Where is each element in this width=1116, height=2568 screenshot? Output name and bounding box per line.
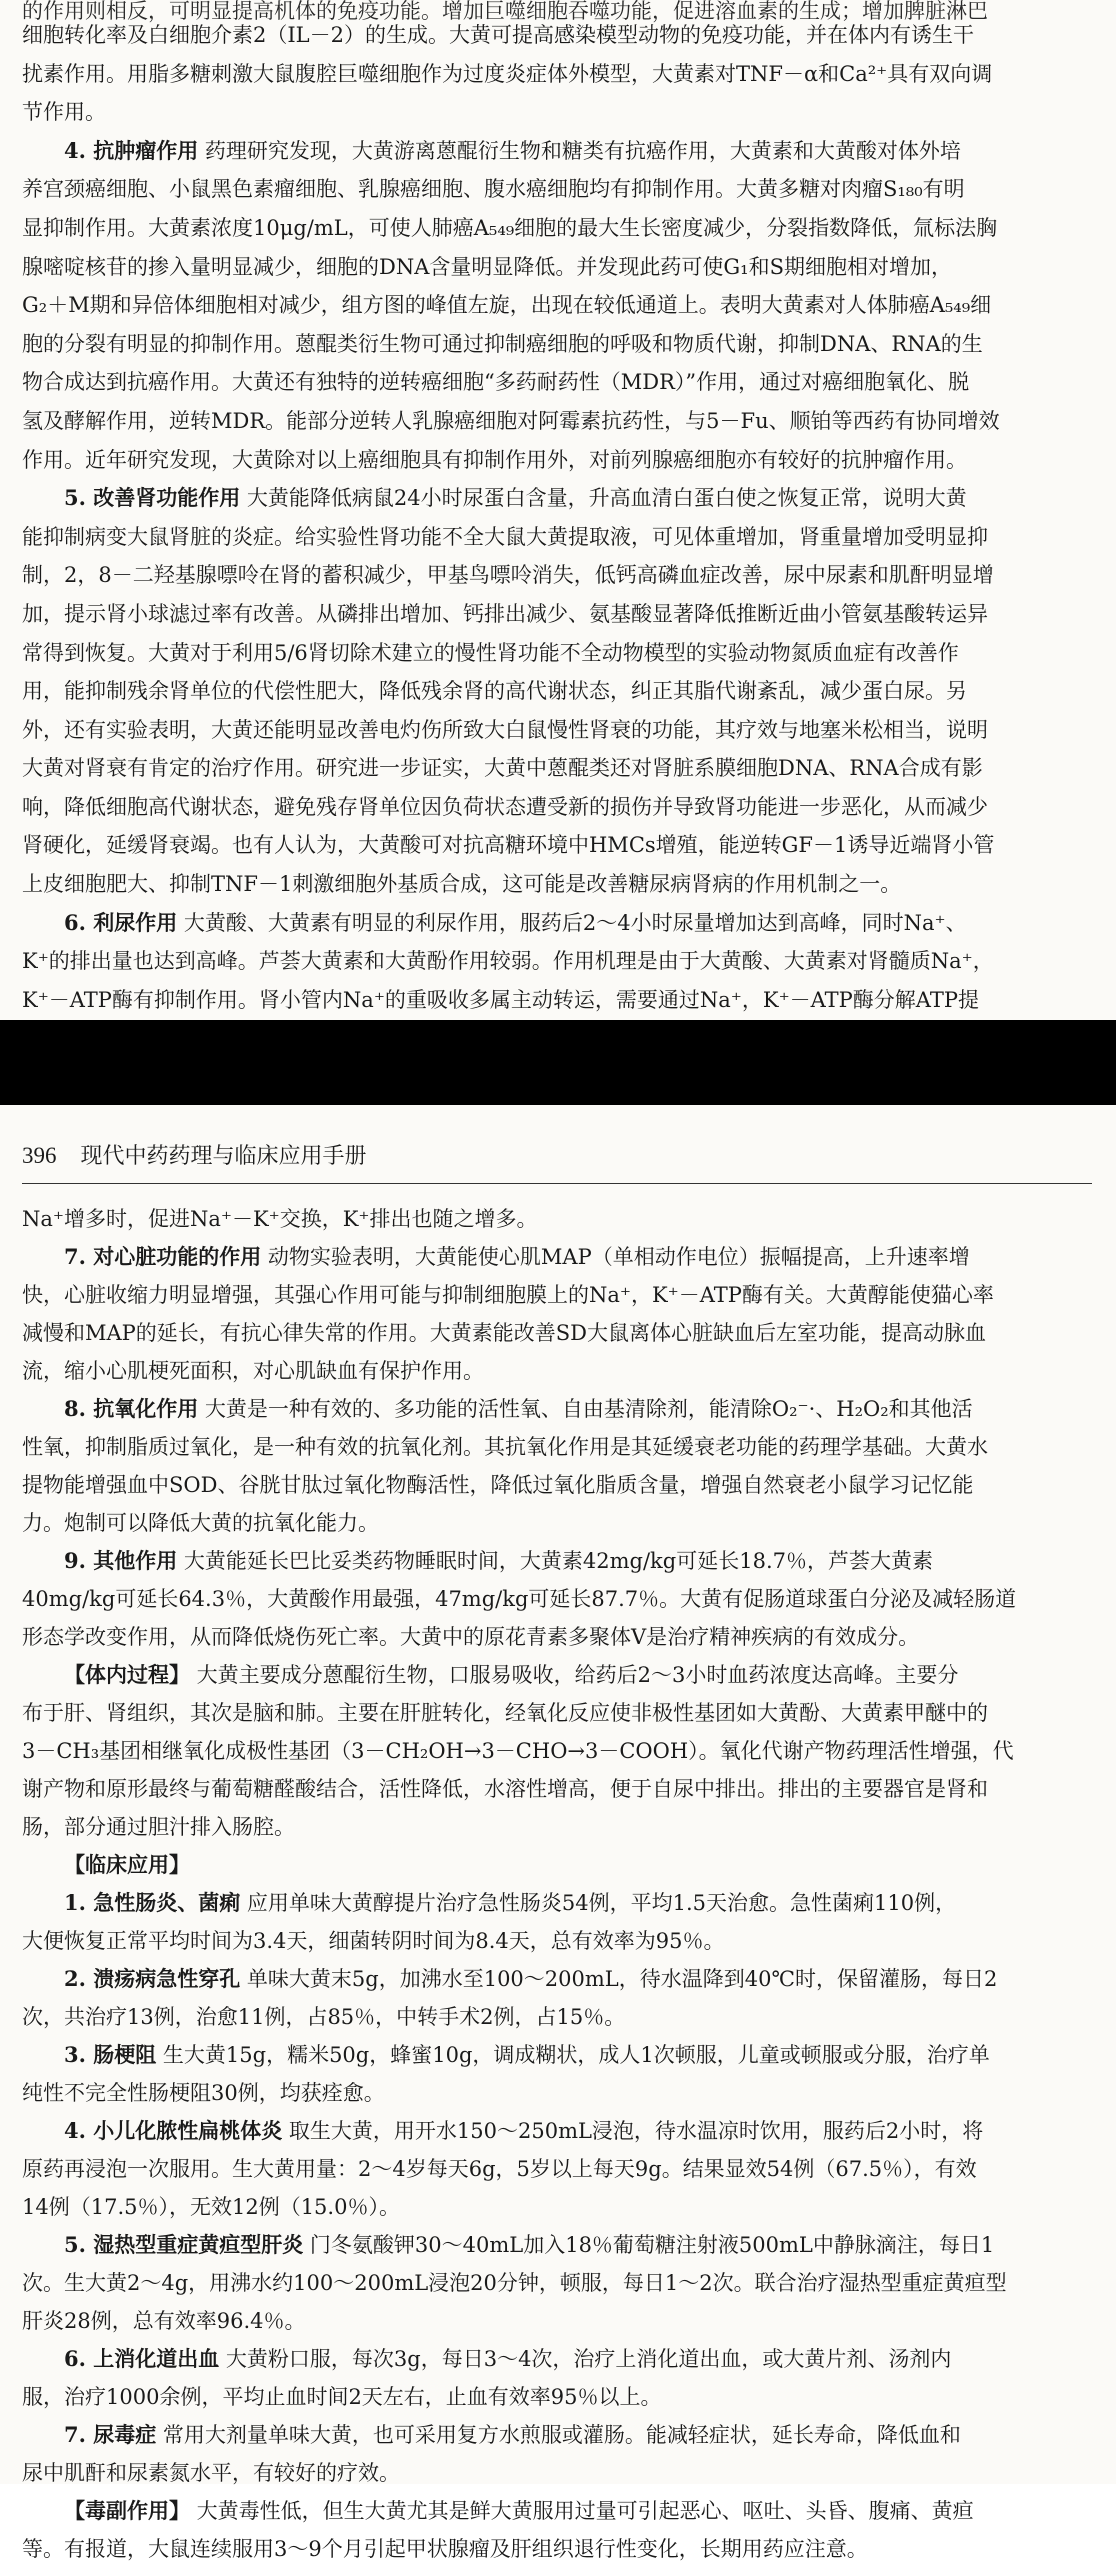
page-header (22, 1139, 1092, 1184)
paragraph-text: 大黄酸、大黄素有明显的利尿作用，服药后2～4小时尿量增加达到高峰，同时Na⁺、 K⁺的排出量也达到高峰。芦荟大黄素和大黄酚作用较弱。作用机理是由于大黄酸、大黄素对肾髓质Na⁺， K⁺－ATP酶有抑制作用。肾小管内Na⁺的重吸收多属主动转运，需要通过Na⁺，K⁺－ATP酶分解ATP提 (22, 910, 994, 1012)
running-title: 现代中药药理与临床应用手册 (80, 1144, 367, 1169)
paragraph (22, 1390, 1092, 1542)
section-heading: 6. 上消化道出血 (64, 2346, 220, 2371)
paragraph-text: 动物实验表明，大黄能使心肌MAP（单相动作电位）振幅提高，上升速率增 快，心脏收缩力明显增强，其强心作用可能与抑制细胞膜上的Na⁺，K⁺－ATP酶有关。大黄醇能使猫心率 减慢和MAP的延长，有抗心律失常的作用。大黄素能改善SD大鼠离体心脏缺血后左室功能，提高动脉血 流，缩小心肌梗死面积，对心肌缺血有保护作用。 (22, 1245, 994, 1383)
section-heading: 5. 改善肾功能作用 (64, 485, 241, 511)
section-heading: 4. 小儿化脓性扁桃体炎 (64, 2118, 283, 2143)
paragraph-text: 药理研究发现，大黄游离蒽醌衍生物和糖类有抗癌作用，大黄素和大黄酸对体外培 养宫颈癌细胞、小鼠黑色素瘤细胞、乳腺癌细胞、腹水癌细胞均有抑制作用。大黄多糖对肉瘤S₁₈₀有明 显抑制作用。大黄素浓度10μg/mL，可使人肺癌A₅₄₉细胞的最大生长密度减少，分裂指数降低，氚标法胸 腺嘧啶核苷的掺入量明显减少，细胞的DNA含量明显降低。并发现此药可使G₁和S期细胞相对增加， G₂＋M期和异倍体细胞相对减少，组方图的峰值左旋，出现在较低通道上。表明大黄素对人体肺癌A₅₄₉细 胞的分裂有明显的抑制作用。蒽醌类衍生物可通过抑制癌细胞的呼吸和物质代谢，抑制DNA、RNA的生 物合成达到抗癌作用。大黄还有独特的逆转癌细胞“多药耐药性（MDR）”作用，通过对癌细胞氧化、脱 氢及酵解作用，逆转MDR。能部分逆转人乳腺癌细胞对阿霉素抗药性，与5－Fu、顺铂等西药有协同增效 作用。近年研究发现，大黄除对以上癌细胞具有抑制作用外，对前列腺癌细胞亦有较好的抗肿瘤作用。 (22, 138, 1000, 472)
paragraph (22, 1542, 1092, 1656)
section-heading: 7. 尿毒症 (64, 2422, 157, 2447)
paragraph-text: 大黄能延长巴比妥类药物睡眠时间，大黄素42mg/kg可延长18.7％，芦荟大黄素 40mg/kg可延长64.3％，大黄酸作用最强，47mg/kg可延长87.7％。大黄有促肠道球蛋白分泌及减轻肠道 形态学改变作用，从而降低烧伤死亡率。大黄中的原花青素多聚体V是治疗精神疾病的有效成分。 (22, 1549, 1017, 1649)
paragraph (22, 1656, 1092, 1846)
paragraph (22, 1960, 1092, 2036)
paragraph (22, 2340, 1092, 2416)
upper-page-body (22, 16, 1092, 1058)
paragraph-text: 应用单味大黄醇提片治疗急性肠炎54例，平均1.5天治愈。急性菌痢110例， 大便恢复正常平均时间为3.4天，细菌转阴时间为8.4天，总有效率为95％。 (22, 1891, 957, 1953)
paragraph-text: 大黄粉口服，每次3g，每日3～4次，治疗上消化道出血，或大黄片剂、汤剂内 服，治疗1000余例，平均止血时间2天左右，止血有效率95％以上。 (22, 2347, 952, 2409)
paragraph (22, 2226, 1092, 2340)
section-heading: 4. 抗肿瘤作用 (64, 137, 199, 163)
paragraph (22, 2112, 1092, 2226)
paragraph-text: 大黄主要成分蒽醌衍生物，口服易吸收，给药后2～3小时血药浓度达高峰。主要分 布于肝、肾组织，其次是脑和肺。主要在肝脏转化，经氧化反应使非极性基团如大黄酚、大黄素甲醚中的 3－CH₃基团相继氧化成极性基团（3－CH₂OH→3－CHO→3－COOH）。氧化代谢产物药理活性增强，代 谢产物和原形最终与葡萄糖醛酸结合，活性降低，水溶性增高，便于自尿中排出。排出的主要器官是肾和 肠，部分通过胆汁排入肠腔。 (22, 1663, 1014, 1839)
section-heading: 5. 湿热型重症黄疸型肝炎 (64, 2232, 304, 2257)
section-heading: 【临床应用】 (64, 1852, 190, 1877)
paragraph (22, 132, 1092, 479)
page-separator (0, 1020, 1116, 1105)
section-heading: 8. 抗氧化作用 (64, 1396, 199, 1421)
paragraph-text: 单味大黄末5g，加沸水至100～200mL，待水温降到40℃时，保留灌肠，每日2 次，共治疗13例，治愈11例，占85％，中转手术2例，占15％。 (22, 1967, 998, 2029)
paragraph (22, 2492, 1092, 2568)
section-heading: 3. 肠梗阻 (64, 2042, 157, 2067)
section-heading: 2. 溃疡病急性穿孔 (64, 1966, 241, 1991)
page-number: 396 (22, 1143, 57, 1168)
paragraph-text: 大黄能降低病鼠24小时尿蛋白含量，升高血清白蛋白使之恢复正常，说明大黄 能抑制病变大鼠肾脏的炎症。给实验性肾功能不全大鼠大黄提取液，可见体重增加，肾重量增加受明显抑 制，2，8－二羟基腺嘌呤在肾的蓄积减少，甲基鸟嘌呤消失，低钙高磷血症改善，尿中尿素和肌酐明显增 加，提示肾小球滤过率有改善。从磷排出增加、钙排出减少、氨基酸显著降低推断近曲小管氨基酸转运异 常得到恢复。大黄对于利用5/6肾切除术建立的慢性肾功能不全动物模型的实验动物氮质血症有改善作 用，能抑制残余肾单位的代偿性肥大，降低残余肾的高代谢状态，纠正其脂代谢紊乱，减少蛋白尿。另 外，还有实验表明，大黄还能明显改善电灼伤所致大白鼠慢性肾衰的功能，其疗效与地塞米松相当，说明 大黄对肾衰有肯定的治疗作用。研究进一步证实，大黄中蒽醌类还对肾脏系膜细胞DNA、RNA合成有影 响，降低细胞高代谢状态，避免残存肾单位因负荷状态遭受新的损伤并导致肾功能进一步恶化，从而减少 肾硬化，延缓肾衰竭。也有人认为，大黄酸可对抗高糖环境中HMCs增殖，能逆转GF－1诱导近端肾小管 上皮细胞肥大、抑制TNF－1刺激细胞外基质合成，这可能是改善糖尿病肾病的作用机制之一。 (22, 486, 995, 897)
section-heading: 【体内过程】 (64, 1662, 190, 1687)
paragraph-text: 大黄是一种有效的、多功能的活性氧、自由基清除剂，能清除O₂⁻·、H₂O₂和其他活 性氧，抑制脂质过氧化，是一种有效的抗氧化剂。其抗氧化作用是其延缓衰老功能的药理学基础。大黄水 提物能增强血中SOD、谷胱甘肽过氧化物酶活性，降低过氧化脂质含量，增强自然衰老小鼠学习记忆能 力。炮制可以降低大黄的抗氧化能力。 (22, 1397, 988, 1535)
paragraph-text: 细胞转化率及白细胞介素2（IL－2）的生成。大黄可提高感染模型动物的免疫功能，并在体内有诱生干 扰素作用。用脂多糖刺激大鼠腹腔巨噬细胞作为过度炎症体外模型，大黄素对TNF－α和Ca²⁺具有双向调 节作用。 (22, 23, 993, 125)
paragraph-text: 常用大剂量单味大黄，也可采用复方水煎服或灌肠。能减轻症状，延长寿命，降低血和 尿中肌酐和尿素氮水平，有较好的疗效。 (22, 2423, 961, 2485)
section-heading: 1. 急性肠炎、菌痢 (64, 1890, 241, 1915)
section-heading: 【毒副作用】 (64, 2498, 190, 2523)
lower-page (0, 1105, 1116, 2561)
paragraph (22, 2036, 1092, 2112)
lower-page-body (22, 1200, 1092, 2568)
paragraph (22, 1884, 1092, 1960)
section-heading: 9. 其他作用 (64, 1548, 178, 1573)
paragraph-text: 门冬氨酸钾30～40mL加入18％葡萄糖注射液500mL中静脉滴注，每日1 次。生大黄2～4g，用沸水约100～200mL浸泡20分钟，顿服，每日1～2次。联合治疗湿热型重症黄疸型 肝炎28例，总有效率96.4％。 (22, 2233, 1007, 2333)
section-heading: 7. 对心脏功能的作用 (64, 1244, 262, 1269)
paragraph-text: Na⁺增多时，促进Na⁺－K⁺交换，K⁺排出也随之增多。 (22, 1207, 538, 1231)
paragraph (22, 1238, 1092, 1390)
paragraph (22, 1846, 1092, 1884)
paragraph-text: 取生大黄，用开水150～250mL浸泡，待水温凉时饮用，服药后2小时，将 原药再浸泡一次服用。生大黄用量：2～4岁每天6g，5岁以上每天9g。结果显效54例（67.5％），有效 14例（17.5％），无效12例（15.0％）。 (22, 2119, 984, 2219)
paragraph (22, 16, 1092, 132)
paragraph (22, 479, 1092, 904)
paragraph (22, 1200, 1092, 1238)
upper-page (0, 0, 1116, 1020)
paragraph (22, 2416, 1092, 2492)
cut-top-line: 的作用则相反，可明显提高机体的免疫功能。增加巨噬细胞吞噬功能，促进溶血素的生成；增加脾脏淋巴 (22, 0, 988, 23)
paragraph-text: 大黄毒性低，但生大黄尤其是鲜大黄服用过量可引起恶心、呕吐、头昏、腹痛、黄疸 等。有报道，大鼠连续服用3～9个月引起甲状腺瘤及肝组织退行性变化，长期用药应注意。 (22, 2499, 974, 2561)
section-heading: 6. 利尿作用 (64, 909, 178, 935)
paragraph-text: 生大黄15g，糯米50g，蜂蜜10g，调成糊状，成人1次顿服，儿童或顿服或分服，治疗单 纯性不完全性肠梗阻30例，均获痊愈。 (22, 2043, 990, 2105)
